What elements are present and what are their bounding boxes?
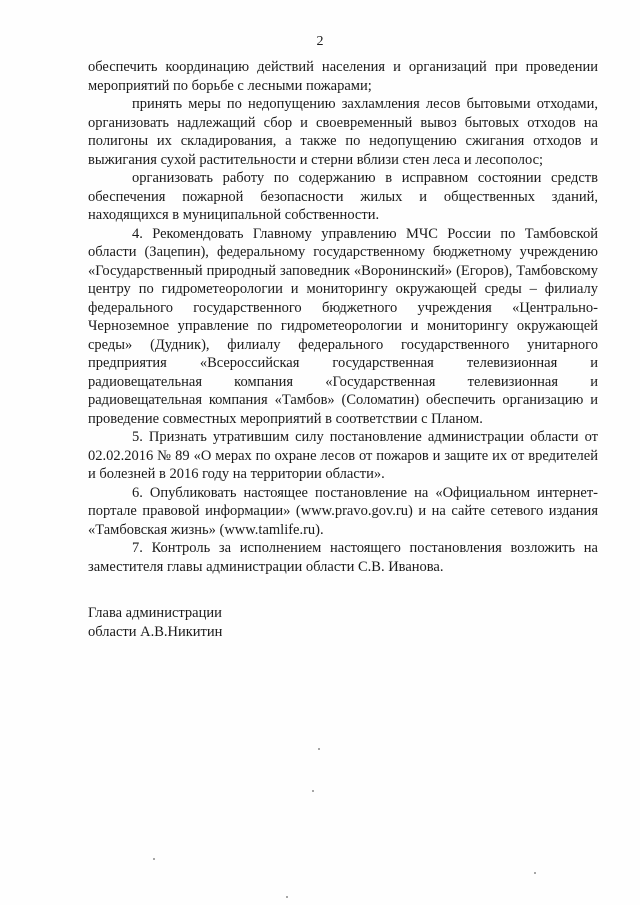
page-number: 2 [316,34,324,49]
scan-speck [318,748,320,750]
signature-name: области А.В.Никитин [88,623,223,640]
scan-speck [286,896,288,898]
paragraph-fire-safety: организовать работу по содержанию в исправном состоянии средств обеспечения пожарной безопасности жилых и общественных зданий, находящихся в муниципальной собственности. [88,170,598,223]
document-body [88,58,598,576]
paragraph-item-4: 4. Рекомендовать Главному управлению МЧС России по Тамбовской области (Зацепин), федеральному государственному бюджетному учреждению «Государственный природный заповедник «Воронинский» (Егоров), Тамбовскому центру по гидрометеорологии и мониторингу окружающей среды – филиалу федерального государственного бюджетного учреждения «Центрально- Черноземное управление по гидрометеорологии и мониторингу окружающей среды» (Дудник), филиалу федерального государственного унитарного предприятия «Всероссийская государственная телевизионная и радиовещательная компания «Государственная телевизионная и радиовещательная компания «Тамбов» (Соломатин) обеспечить организацию и проведение совместных мероприятий в соответствии с Планом. [88,225,598,427]
paragraph-item-6: 6. Опубликовать настоящее постановление на «Официальном интернет-портале правовой информации» (www.pravo.gov.ru) и на сайте сетевого издания «Тамбовская жизнь» (www.tamlife.ru). [88,484,598,538]
scan-speck [312,790,314,792]
scan-speck [534,872,536,874]
signature-title: Глава администрации [88,605,222,621]
scan-speck [153,858,155,860]
paragraph-item-5: 5. Признать утратившим силу постановление администрации области от 02.02.2016 № 89 «О мерах по охране лесов от пожаров и защите их от вредителей и болезней в 2016 году на территории области». [88,429,598,482]
paragraph-item-7: 7. Контроль за исполнением настоящего постановления возложить на заместителя главы администрации области С.В. Иванова. [88,540,598,575]
paragraph-waste-measures: принять меры по недопущению захламления лесов бытовыми отходами, организовать надлежащий сбор и своевременный вывоз бытовых отходов на полигоны их складирования, а также по недопущению сжигания отходов и выжигания сухой растительности и стерни вблизи стен леса и лесополос; [88,96,598,168]
signature-block [88,604,222,641]
paragraph-coordination: обеспечить координацию действий населения и организаций при проведении мероприятий по борьбе с лесными пожарами; [88,59,598,94]
